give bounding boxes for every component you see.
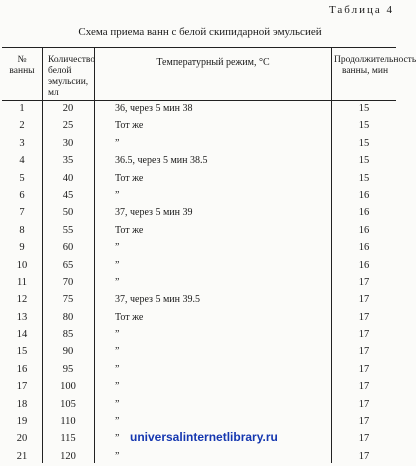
bath-number-cell: 9 (19, 242, 25, 254)
emulsion-volume-cell: 80 (62, 311, 74, 323)
bath-number-cell: 13 (16, 311, 28, 323)
temperature-cell: 37, через 5 мин 39 (115, 207, 193, 219)
table-row (0, 118, 400, 135)
bath-number-cell: 14 (16, 329, 28, 341)
bath-number-cell: 2 (19, 120, 25, 132)
table-row (0, 188, 400, 205)
temperature-cell: ” (115, 276, 120, 288)
table-number-label: Таблица 4 (328, 4, 394, 16)
temperature-cell: 36.5, через 5 мин 38.5 (115, 155, 208, 167)
table-row (0, 310, 400, 327)
table-row (0, 223, 400, 240)
bath-number-cell: 3 (19, 137, 25, 149)
temperature-cell: ” (115, 242, 120, 254)
bath-number-cell: 7 (19, 207, 25, 219)
table-row (0, 171, 400, 188)
temperature-cell: ” (115, 398, 120, 410)
emulsion-volume-cell: 60 (62, 242, 74, 254)
emulsion-volume-cell: 95 (62, 363, 74, 375)
emulsion-volume-cell: 35 (62, 155, 74, 167)
bath-number-cell: 10 (16, 259, 28, 271)
table-row (0, 101, 400, 118)
header-volume: Количество белой эмульсии, мл (48, 55, 96, 98)
bath-number-cell: 19 (16, 416, 28, 428)
duration-cell: 16 (358, 259, 370, 271)
emulsion-volume-cell: 65 (62, 259, 74, 271)
emulsion-volume-cell: 110 (60, 416, 76, 428)
duration-cell: 17 (358, 294, 370, 306)
table-row (0, 344, 400, 361)
header-num: № ванны (9, 55, 35, 76)
table-top-rule (2, 47, 396, 48)
table-caption: Схема приема ванн с белой скипидарной эмульсией (78, 26, 322, 38)
temperature-cell: 36, через 5 мин 38 (115, 103, 193, 114)
table-row (0, 379, 400, 396)
emulsion-volume-cell: 50 (62, 207, 74, 219)
bath-number-cell: 4 (19, 155, 25, 167)
temperature-cell: ” (115, 416, 120, 428)
emulsion-volume-cell: 25 (62, 120, 74, 132)
emulsion-volume-cell: 85 (62, 329, 74, 341)
duration-cell: 15 (358, 137, 370, 149)
table-row (0, 240, 400, 257)
bath-number-cell: 11 (16, 276, 28, 288)
duration-cell: 17 (358, 450, 370, 462)
bath-number-cell: 20 (16, 433, 28, 445)
emulsion-volume-cell: 55 (62, 224, 74, 236)
emulsion-volume-cell: 20 (62, 103, 74, 114)
header-temperature: Температурный режим, °С (156, 57, 270, 68)
table-row (0, 327, 400, 344)
bath-number-cell: 18 (16, 398, 28, 410)
temperature-cell: ” (115, 381, 120, 393)
temperature-cell: ” (115, 433, 120, 445)
duration-cell: 16 (358, 242, 370, 254)
temperature-cell: ” (115, 450, 120, 462)
emulsion-volume-cell: 120 (60, 450, 76, 462)
temperature-cell: ” (115, 329, 120, 341)
emulsion-volume-cell: 75 (62, 294, 74, 306)
temperature-cell: ” (115, 346, 120, 358)
duration-cell: 17 (358, 329, 370, 341)
temperature-cell: 37, через 5 мин 39.5 (115, 294, 201, 306)
emulsion-volume-cell: 115 (60, 433, 76, 445)
duration-cell: 17 (358, 311, 370, 323)
duration-cell: 15 (358, 120, 370, 132)
temperature-cell: ” (115, 363, 120, 375)
table-body (0, 101, 400, 466)
table-row (0, 205, 400, 222)
duration-cell: 17 (358, 416, 370, 428)
temperature-cell: ” (115, 137, 120, 149)
bath-number-cell: 8 (19, 224, 25, 236)
emulsion-volume-cell: 90 (62, 346, 74, 358)
table-row (0, 414, 400, 431)
duration-cell: 17 (358, 398, 370, 410)
table-row (0, 258, 400, 275)
temperature-cell: ” (115, 189, 120, 201)
duration-cell: 17 (358, 363, 370, 375)
duration-cell: 16 (358, 189, 370, 201)
duration-cell: 17 (358, 433, 370, 445)
duration-cell: 15 (358, 155, 370, 167)
duration-cell: 15 (358, 103, 370, 114)
bath-number-cell: 6 (19, 189, 25, 201)
duration-cell: 15 (358, 172, 370, 184)
header-duration: Продолжительность ванны, мин (334, 55, 416, 76)
duration-cell: 16 (358, 224, 370, 236)
table-row (0, 362, 400, 379)
duration-cell: 17 (358, 381, 370, 393)
table-row (0, 449, 400, 466)
temperature-cell: ” (115, 259, 120, 271)
table-row (0, 275, 400, 292)
bath-number-cell: 12 (16, 294, 28, 306)
duration-cell: 16 (358, 207, 370, 219)
temperature-cell: Тот же (115, 311, 144, 323)
duration-cell: 17 (358, 276, 370, 288)
emulsion-volume-cell: 30 (62, 137, 74, 149)
bath-number-cell: 15 (16, 346, 28, 358)
emulsion-volume-cell: 105 (60, 398, 76, 410)
emulsion-volume-cell: 40 (62, 172, 74, 184)
table-row (0, 397, 400, 414)
temperature-cell: Тот же (115, 172, 144, 184)
bath-number-cell: 16 (16, 363, 28, 375)
temperature-cell: Тот же (115, 224, 144, 236)
table-row (0, 153, 400, 170)
temperature-cell: Тот же (115, 120, 144, 132)
bath-number-cell: 17 (16, 381, 28, 393)
table-row (0, 292, 400, 309)
bath-number-cell: 21 (16, 450, 28, 462)
emulsion-volume-cell: 45 (62, 189, 74, 201)
bath-number-cell: 5 (19, 172, 25, 184)
duration-cell: 17 (358, 346, 370, 358)
emulsion-volume-cell: 70 (62, 276, 74, 288)
table-row (0, 136, 400, 153)
watermark: universalinternetlibrary.ru (130, 430, 278, 444)
emulsion-volume-cell: 100 (60, 381, 76, 393)
bath-number-cell: 1 (19, 103, 25, 114)
